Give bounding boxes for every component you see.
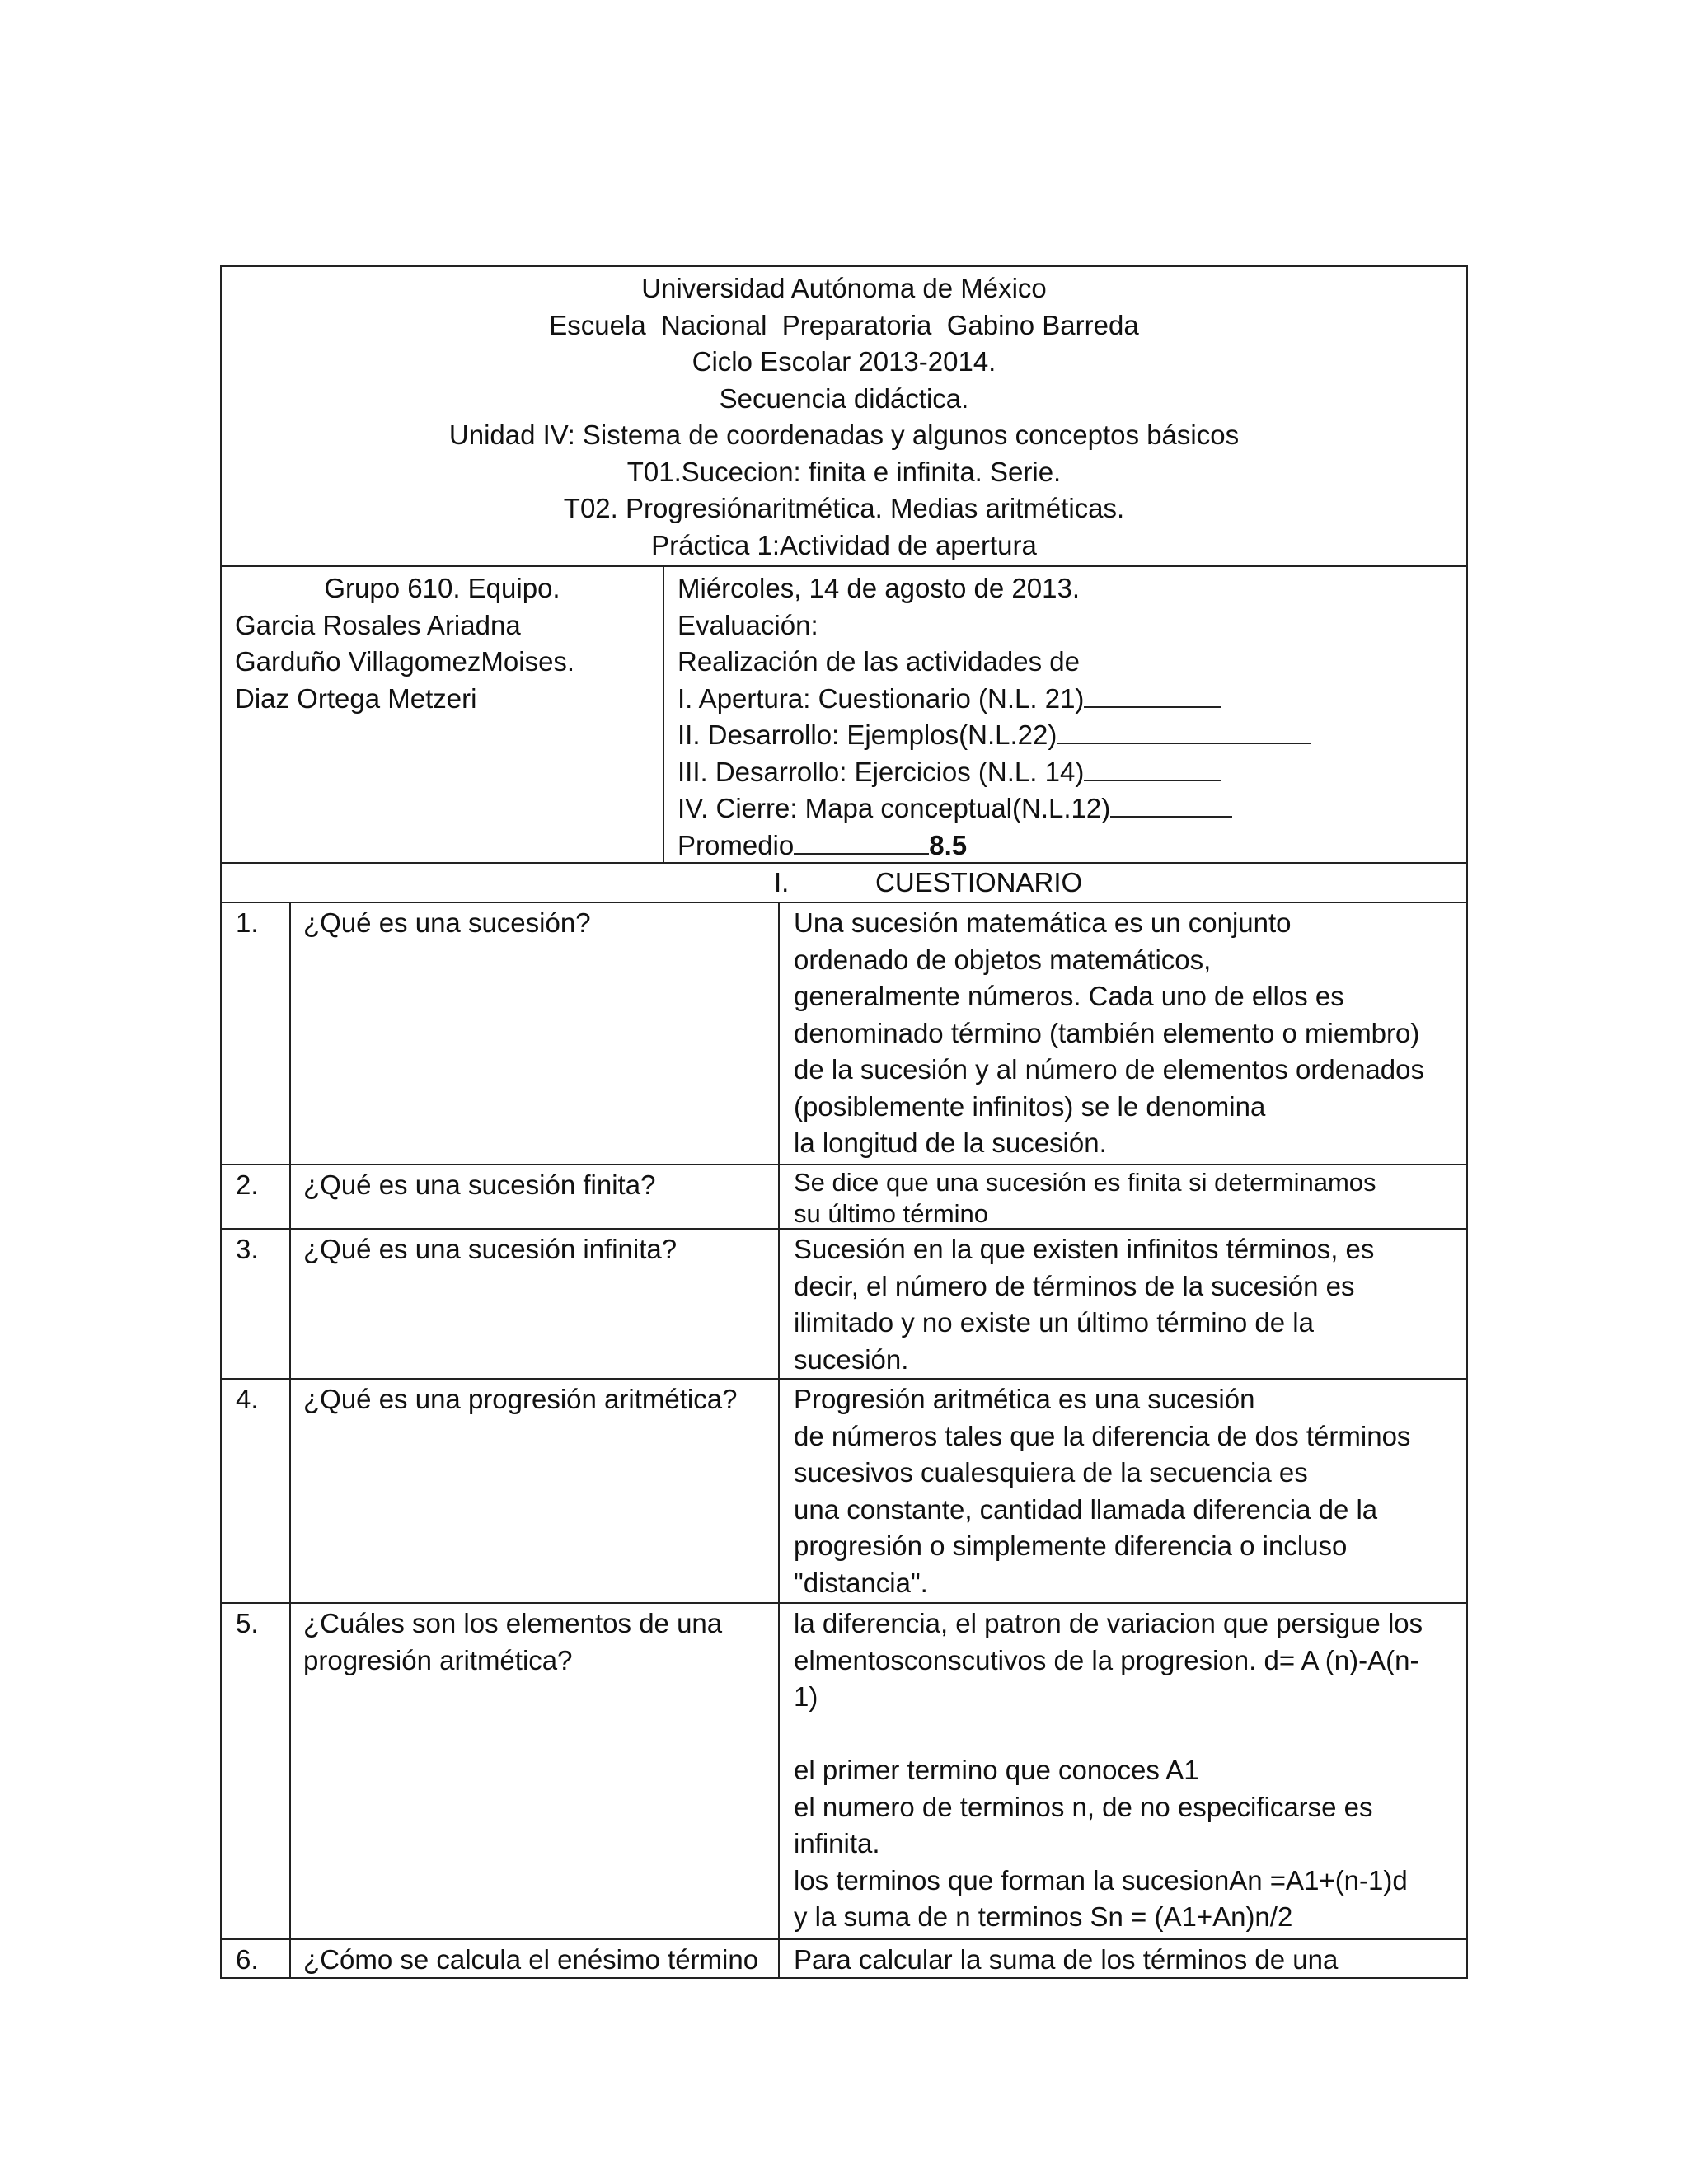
questionnaire-title-row [222,864,1466,903]
answer-line: y la suma de n terminos Sn = (A1+An)n/2 [794,1901,1293,1932]
answer-line: sucesión. [794,1343,909,1375]
grade-blank [1084,755,1221,781]
average-blank [794,828,929,855]
header-line: Ciclo Escolar 2013-2014. [692,346,996,377]
answer-cell [780,1380,1466,1602]
answer-line: generalmente números. Cada uno de ellos es [794,981,1344,1011]
team-member: Garduño VillagomezMoises. [235,646,575,677]
question-number: 4. [222,1380,291,1602]
table-row [222,1940,1466,1979]
answer-line: ilimitado y no existe un último término de la [794,1307,1314,1338]
section-number: I. [774,867,790,898]
average-value: 8.5 [929,829,968,860]
header-line: Escuela Nacional Preparatoria Gabino Barreda [549,309,1139,340]
grade-blank [1057,718,1311,744]
average-label: Promedio [678,829,795,860]
question-text: ¿Cuáles son los elementos de una [303,1608,723,1638]
answer-line: Progresión aritmética es una sucesión [794,1384,1255,1414]
answer-line: Una sucesión matemática es un conjunto [794,907,1292,938]
question-cell [291,1380,780,1602]
answer-cell [780,1230,1466,1378]
answer-line: sucesivos cualesquiera de la secuencia es [794,1457,1308,1488]
question-text: ¿Qué es una sucesión? [303,907,591,938]
answer-line: (posiblemente infinitos) se le denomina [794,1090,1266,1122]
evaluation-intro: Realización de las actividades de [678,646,1080,677]
question-cell [291,1230,780,1378]
evaluation-item [678,754,1466,791]
question-text: ¿Cómo se calcula el enésimo término [303,1944,759,1975]
evaluation-average [678,827,1466,865]
answer-line: el primer termino que conoces A1 [794,1755,1199,1785]
table-row [222,1165,1466,1230]
answer-line: de números tales que la diferencia de dos términos [794,1420,1411,1451]
evaluation-item-label: I. Apertura: Cuestionario (N.L. 21) [678,682,1085,714]
questionnaire-table [220,864,1468,1979]
answer-cell [780,1165,1466,1228]
evaluation-date: Miércoles, 14 de agosto de 2013. [678,573,1080,603]
question-number: 5. [222,1604,291,1938]
question-number: 2. [222,1165,291,1228]
evaluation-item-label: IV. Cierre: Mapa conceptual(N.L.12) [678,793,1111,823]
document-header [220,265,1468,565]
document-page [220,265,1468,1979]
evaluation-cell [664,567,1466,862]
question-cell [291,1165,780,1228]
question-text: ¿Qué es una sucesión infinita? [303,1234,678,1264]
evaluation-item [678,790,1466,827]
team-member: Garcia Rosales Ariadna [235,609,521,640]
question-cell [291,1604,780,1938]
table-row [222,1230,1466,1380]
answer-line [794,1716,1466,1753]
answer-line: "distancia". [794,1567,928,1598]
answer-cell [780,1940,1466,1977]
answer-line: 1) [794,1681,818,1712]
answer-cell [780,903,1466,1164]
header-line: T02. Progresiónaritmética. Medias aritméticas. [563,493,1125,523]
header-line: T01.Sucecion: finita e infinita. Serie. [626,456,1062,487]
answer-line: los terminos que forman la sucesionAn =A1+(n-1)d [794,1864,1408,1896]
answer-line: una constante, cantidad llamada diferencia de la [794,1493,1378,1525]
question-cell [291,903,780,1164]
evaluation-label: Evaluación: [678,609,818,640]
answer-line: de la sucesión y al número de elementos ordenados [794,1054,1424,1085]
group-title: Grupo 610. Equipo. [324,573,560,603]
group-cell [222,567,664,862]
question-cell [291,1940,780,1977]
answer-line: su último término [794,1199,989,1228]
answer-line: la longitud de la sucesión. [794,1127,1107,1158]
question-text: ¿Qué es una sucesión finita? [303,1169,656,1200]
grade-blank [1110,791,1232,818]
answer-line: Sucesión en la que existen infinitos términos, es [794,1234,1375,1264]
header-line: Secuencia didáctica. [719,382,969,414]
question-number: 3. [222,1230,291,1378]
answer-line: Para calcular la suma de los términos de una [794,1944,1339,1975]
answer-line: progresión o simplemente diferencia o incluso [794,1530,1348,1561]
answer-line: el numero de terminos n, de no especificarse es [794,1791,1373,1822]
question-number: 6. [222,1940,291,1977]
evaluation-item [678,717,1466,754]
answer-line: ordenado de objetos matemáticos, [794,944,1212,975]
answer-line: infinita. [794,1828,880,1858]
question-text: progresión aritmética? [303,1644,573,1675]
answer-line: denominado término (también elemento o miembro) [794,1017,1420,1048]
header-line: Unidad IV: Sistema de coordenadas y algunos conceptos básicos [448,419,1240,450]
team-member: Diaz Ortega Metzeri [235,682,477,714]
header-line: Universidad Autónoma de México [641,273,1047,303]
header-line: Práctica 1:Actividad de apertura [651,529,1037,560]
answer-line: la diferencia, el patron de variacion que persigue los [794,1608,1423,1638]
table-row [222,1604,1466,1940]
question-number: 1. [222,903,291,1164]
grade-blank [1084,682,1221,708]
question-text: ¿Qué es una progresión aritmética? [303,1384,738,1414]
info-section [220,565,1468,864]
table-row [222,903,1466,1165]
section-title: CUESTIONARIO [875,867,1083,898]
answer-line: Se dice que una sucesión es finita si determinamos [794,1168,1376,1197]
answer-line: elmentosconscutivos de la progresion. d= A (n)-A(n- [794,1644,1419,1675]
evaluation-item [678,681,1466,718]
evaluation-item-label: II. Desarrollo: Ejemplos(N.L.22) [678,719,1057,750]
table-row [222,1380,1466,1604]
answer-cell [780,1604,1466,1938]
answer-line: decir, el número de términos de la sucesión es [794,1270,1355,1301]
evaluation-item-label: III. Desarrollo: Ejercicios (N.L. 14) [678,756,1085,787]
